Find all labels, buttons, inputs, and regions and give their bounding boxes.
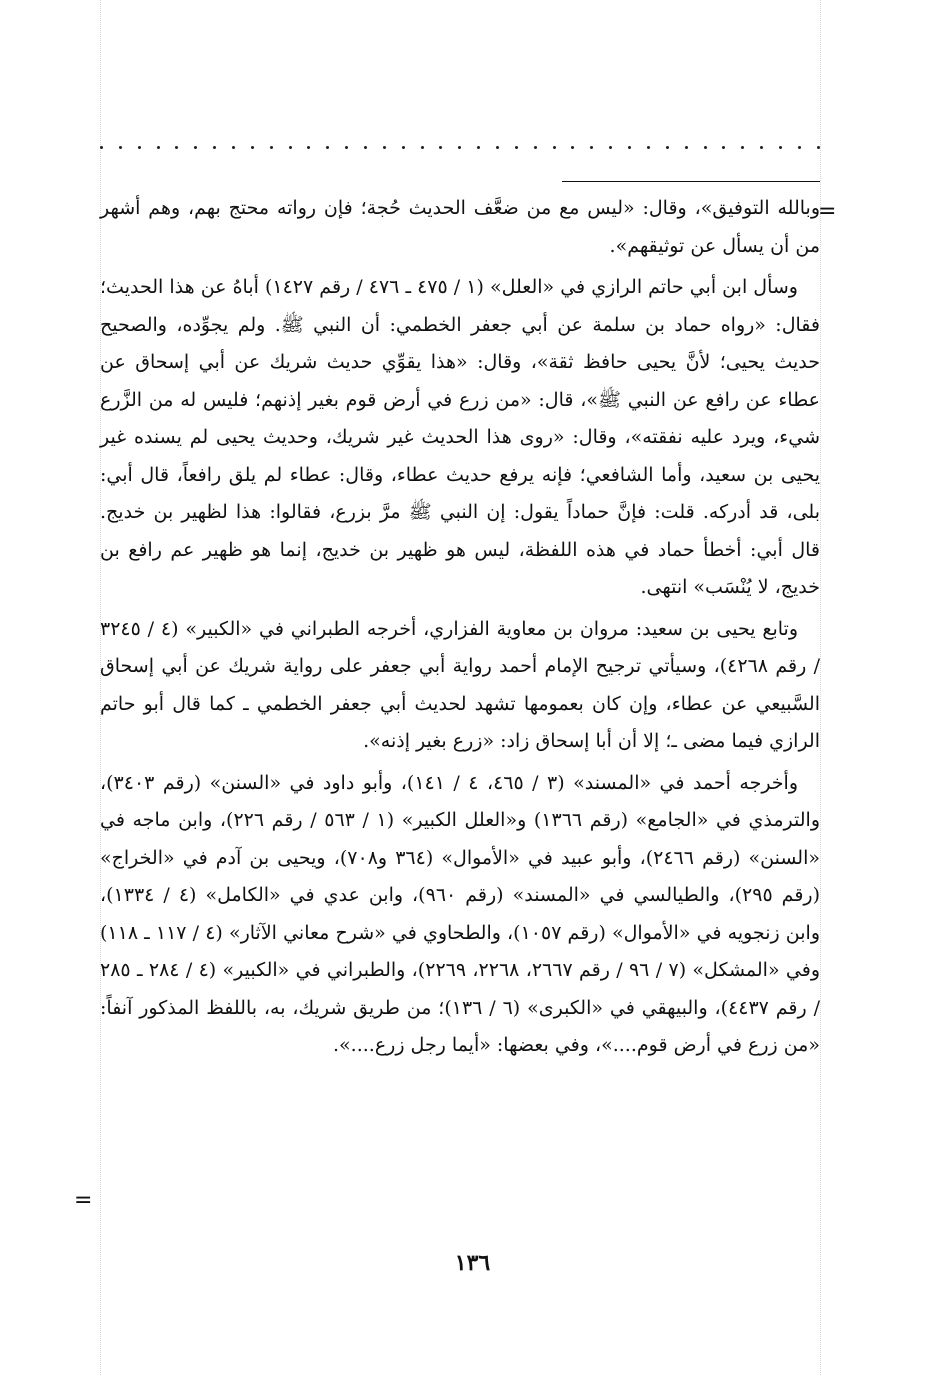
dotted-separator	[100, 142, 820, 152]
footnote-paragraph: وبالله التوفيق»، وقال: «ليس مع من ضعَّف الحديث حُجة؛ فإن رواته محتج بهم، وهم أشهر من أن يسأل عن توثيقهم».	[100, 197, 820, 257]
footnote-paragraph: وأخرجه أحمد في «المسند» (٣ / ٤٦٥، ٤ / ١٤١)، وأبو داود في «السنن» (رقم ٣٤٠٣)، والترمذي في «الجامع» (رقم ١٣٦٦) و«العلل الكبير» (١ / ٥٦٣ / رقم ٢٢٦)، وابن ماجه في «السنن» (رقم ٢٤٦٦)، وأبو عبيد في «الأموال» (٣٦٤ و٧٠٨)، ويحيى بن آدم في «الخراج» (رقم ٢٩٥)، والطيالسي في «المسند» (رقم ٩٦٠)، وابن عدي في «الكامل» (٤ / ١٣٣٤)، وابن زنجويه في «الأموال» (رقم ١٠٥٧)، والطحاوي في «شرح معاني الآثار» (٤ / ١١٧ ـ ١١٨) وفي «المشكل» (٧ / ٩٦ / رقم ٢٦٦٧، ٢٢٦٨، ٢٢٦٩)، والطبراني في «الكبير» (٤ / ٢٨٤ ـ ٢٨٥ / رقم ٤٤٣٧)، والبيهقي في «الكبرى» (٦ / ١٣٦)؛ من طريق شريك، به، باللفظ المذكور آنفاً: «من زرع في أرض قوم....»، وفي بعضها: «أيما رجل زرع....».	[100, 771, 821, 1056]
continuation-marker-top: =	[818, 199, 837, 224]
continuation-marker-bottom: =	[74, 1188, 93, 1213]
footnote-text	[100, 190, 820, 1069]
page-number: ١٣٦	[454, 1250, 491, 1276]
footnote-paragraph: وسأل ابن أبي حاتم الرازي في «العلل» (١ / ٤٧٥ ـ ٤٧٦ / رقم ١٤٢٧) أباهُ عن هذا الحديث؛ فقال: «رواه حماد بن سلمة عن أبي جعفر الخطمي: أن النبي ﷺ. ولم يجوِّده، والصحيح حديث يحيى؛ لأنَّ يحيى حافظ ثقة»، وقال: «هذا يقوِّي حديث شريك عن أبي إسحاق عن عطاء عن رافع عن النبي ﷺ»، قال: «من زرع في أرض قوم بغير إذنهم؛ فليس له من الزَّرع شيء، ويرد عليه نفقته»، وقال: «روى هذا الحديث غير شريك، وحديث يحيى لم يسنده غير يحيى بن سعيد، وأما الشافعي؛ فإنه يرفع حديث عطاء، وقال: عطاء لم يلق رافعاً، قال أبي: بلى، قد أدركه. قلت: فإنَّ حماداً يقول: إن النبي ﷺ مرَّ بزرع، فقالوا: هذا لظهير بن خديج. قال أبي: أخطأ حماد في هذه اللفظة، ليس هو ظهير بن خديج، إنما هو ظهير عم رافع بن خديج، لا يُنْسَب» انتهى.	[100, 276, 821, 598]
footnote-paragraph: وتابع يحيى بن سعيد: مروان بن معاوية الفزاري، أخرجه الطبراني في «الكبير» (٤ / ٣٢٤٥ / رقم ٤٢٦٨)، وسيأتي ترجيح الإمام أحمد رواية أبي جعفر على رواية شريك عن أبي إسحاق السَّبيعي عن عطاء، وإن كان بعمومها تشهد لحديث أبي جعفر الخطمي ـ كما قال أبو حاتم الرازي فيما مضى ـ؛ إلا أن أبا إسحاق زاد: «زرع بغير إذنه».	[100, 617, 821, 752]
footnote-rule	[562, 181, 820, 182]
